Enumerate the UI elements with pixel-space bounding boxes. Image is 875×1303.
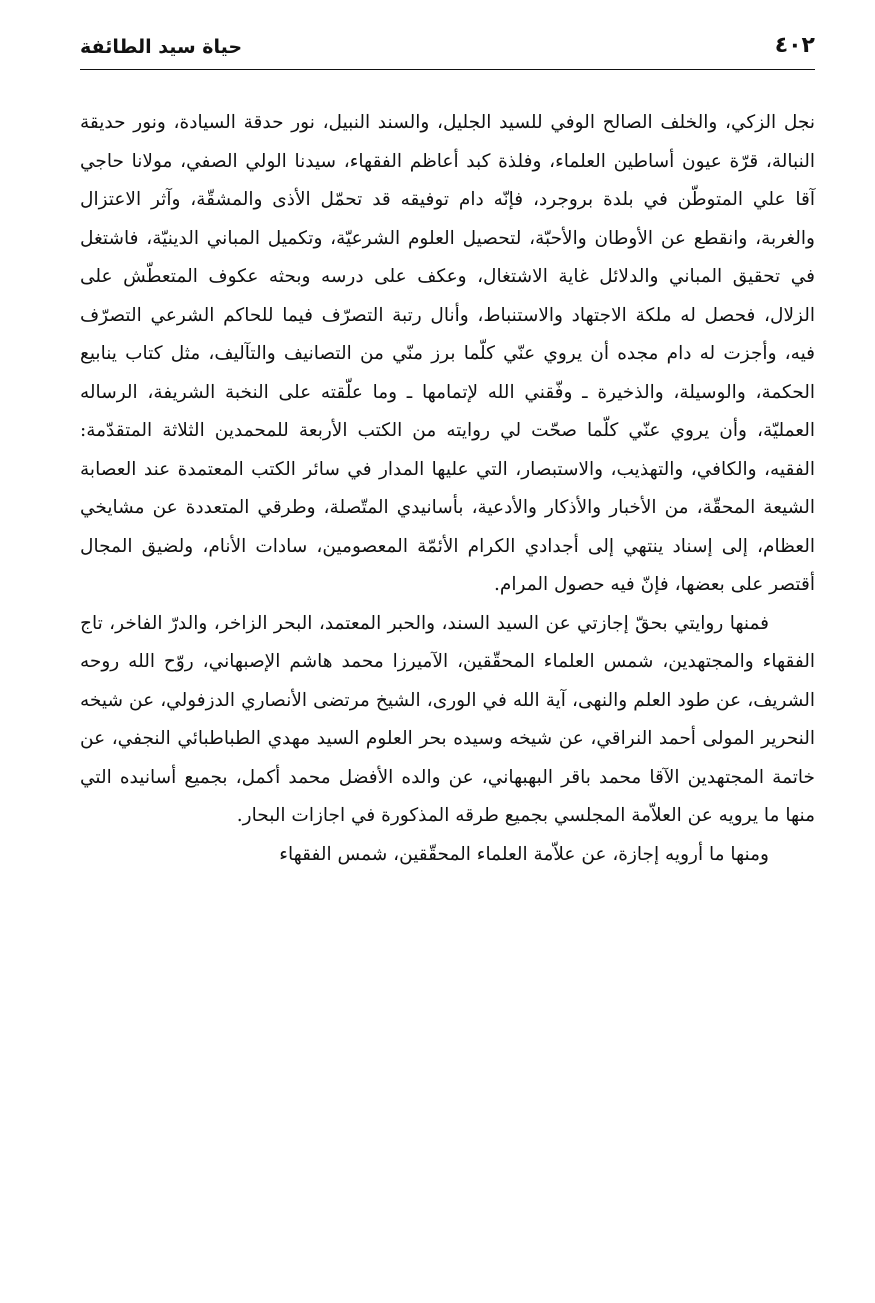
page-header <box>80 30 815 70</box>
running-title: حياة سيد الطائفة <box>80 36 243 58</box>
header-rule <box>80 69 815 70</box>
paragraph-3: ومنها ما أرويه إجازة، عن علاّمة العلماء المحقّقين، شمس الفقهاء <box>279 843 769 865</box>
paragraph-1: نجل الزكي، والخلف الصالح الوفي للسيد الجليل، والسند النبيل، نور حدقة السيادة، ونور حديقة النبالة، قرّة عيون أساطين العلماء، وفلذة كبد أعاظم الفقهاء، سيدنا الولي الصفي، مولانا حاجي آقا علي المتوطّن في بلدة بروجرد، فإنّه دام توفيقه قد تحمّل الأذى والمشقّة، وآثر الاعتزال والغربة، وانقطع عن الأوطان والأحبّة، لتحصيل العلوم الشرعيّة، وتكميل المباني الدينيّة، فاشتغل في تحقيق المباني والدلائل غاية الاشتغال، وعكف على درسه وبحثه عكوف المتعطّش على الزلال، فحصل له ملكة الاجتهاد والاستنباط، وأنال رتبة التصرّف فيما للحاكم الشرعي التصرّف فيه، وأجزت له دام مجده أن يروي عنّي كلّما برز منّي من التصانيف والتآليف، مثل كتاب ينابيع الحكمة، والوسيلة، والذخيرة ـ وفّقني الله لإتمامها ـ وما علّقته على النخبة الشريفة، الرساله العمليّة، وأن يروي عنّي كلّما صحّت لي روايته من الكتب الأربعة للمحمدين الثلاثة المتقدّمة: الفقيه، والكافي، والتهذيب، والاستبصار، التي عليها المدار في سائر الكتب المعتمدة عند العصابة الشيعة المحقّة، من الأخبار والأذكار والأدعية، بأسانيدي المتّصلة، وطرقي المتعددة عن مشايخي العظام، إلى إسناد ينتهي إلى أجدادي الكرام الأئمّة المعصومين، سادات الأنام، ولضيق المجال أقتصر على بعضها، فإنّ فيه حصول المرام. <box>80 112 815 595</box>
paragraph-2: فمنها روايتي بحقّ إجازتي عن السيد السند، والحبر المعتمد، البحر الزاخر، والدرّ الفاخر، تاج الفقهاء والمجتهدين، شمس العلماء المحقّقين، الآميرزا محمد هاشم الإصبهاني، روّح الله روحه الشريف، عن طود العلم والنهى، آية الله في الورى، الشيخ مرتضى الأنصاري الدزفولي، عن شيخه النحرير المولى أحمد النراقي، عن شيخه وسيده بحر العلوم السيد مهدي الطباطبائي النجفي، عن خاتمة المجتهدين الآقا محمد باقر البهبهاني، عن والده الأفضل محمد أكمل، بجميع أسانيده التي منها ما يرويه عن العلاّمة المجلسي بجميع طرقه المذكورة في اجازات البحار. <box>80 612 815 826</box>
page-number: ٤٠٢ <box>774 33 815 58</box>
page-body <box>80 104 815 874</box>
